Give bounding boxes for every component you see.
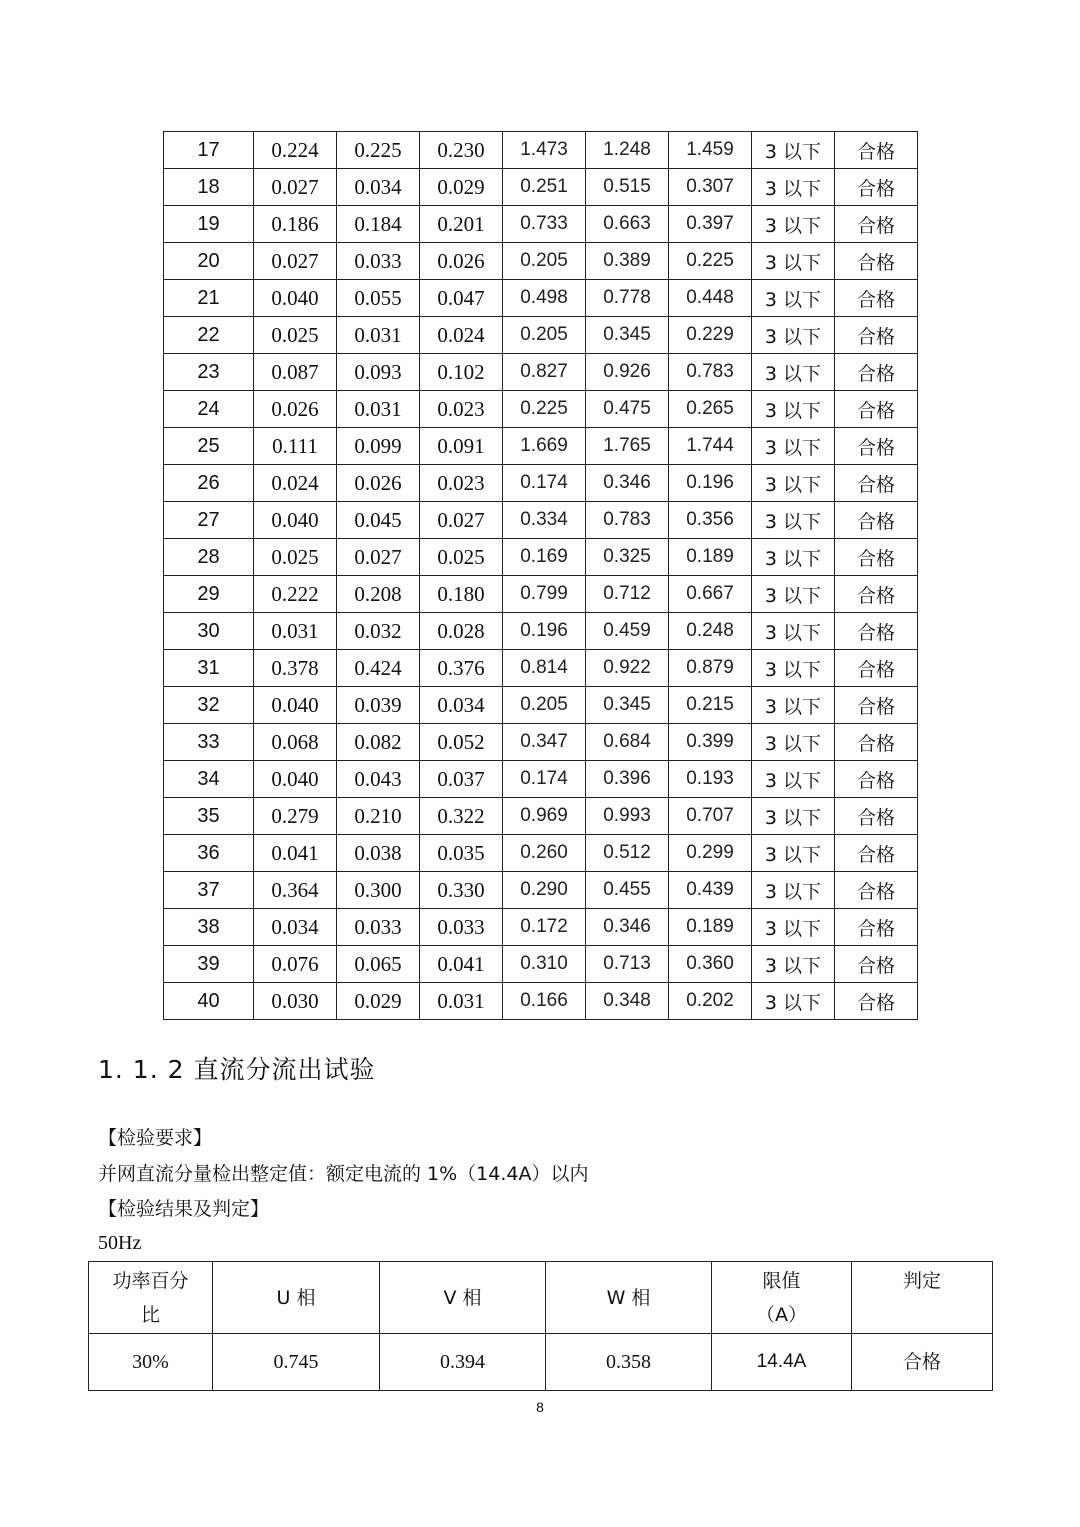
w-percent-cell: 0.265 <box>669 391 752 428</box>
v-percent-cell: 0.515 <box>586 169 669 206</box>
table-row <box>164 391 918 428</box>
v-current-cell: 0.033 <box>337 909 420 946</box>
u-current-cell: 0.025 <box>254 317 337 354</box>
judgment-cell: 合格 <box>835 798 918 835</box>
harmonic-results-table <box>163 131 918 1020</box>
limit-header <box>712 1262 852 1334</box>
u-current-cell: 0.040 <box>254 502 337 539</box>
w-current-cell: 0.330 <box>420 872 503 909</box>
v-percent-cell: 0.712 <box>586 576 669 613</box>
limit-header-line2: （A） <box>756 1303 807 1326</box>
u-percent-cell: 0.205 <box>503 687 586 724</box>
v-percent-cell: 0.684 <box>586 724 669 761</box>
limit-cell: 3 以下 <box>752 798 835 835</box>
table-row <box>164 650 918 687</box>
w-current-cell: 0.027 <box>420 502 503 539</box>
limit-cell: 3 以下 <box>752 243 835 280</box>
table-row <box>164 983 918 1020</box>
harmonic-order-cell: 33 <box>164 724 254 761</box>
v-current-cell: 0.065 <box>337 946 420 983</box>
table-row <box>164 946 918 983</box>
v-current-cell: 0.082 <box>337 724 420 761</box>
w-percent-cell: 0.229 <box>669 317 752 354</box>
w-current-cell: 0.029 <box>420 169 503 206</box>
u-current-cell: 0.364 <box>254 872 337 909</box>
judgment-cell: 合格 <box>835 132 918 169</box>
limit-cell: 3 以下 <box>752 391 835 428</box>
harmonic-order-cell: 34 <box>164 761 254 798</box>
judgment-cell: 合格 <box>835 243 918 280</box>
u-current-cell: 0.024 <box>254 465 337 502</box>
v-percent-cell: 0.346 <box>586 465 669 502</box>
w-current-cell: 0.023 <box>420 465 503 502</box>
w-current-cell: 0.035 <box>420 835 503 872</box>
u-current-cell: 0.027 <box>254 243 337 280</box>
judgment-cell: 合格 <box>835 650 918 687</box>
u-percent-cell: 0.498 <box>503 280 586 317</box>
u-percent-cell: 0.251 <box>503 169 586 206</box>
harmonic-order-cell: 24 <box>164 391 254 428</box>
harmonic-order-cell: 38 <box>164 909 254 946</box>
harmonic-order-cell: 17 <box>164 132 254 169</box>
table-row <box>164 206 918 243</box>
judgment-cell: 合格 <box>835 872 918 909</box>
w-percent-cell: 0.879 <box>669 650 752 687</box>
v-percent-cell: 0.348 <box>586 983 669 1020</box>
v-current-cell: 0.055 <box>337 280 420 317</box>
limit-cell: 3 以下 <box>752 946 835 983</box>
w-phase-header: W 相 <box>546 1262 712 1334</box>
v-percent-cell: 0.345 <box>586 317 669 354</box>
limit-cell: 3 以下 <box>752 909 835 946</box>
w-current-cell: 0.052 <box>420 724 503 761</box>
u-percent-cell: 0.260 <box>503 835 586 872</box>
judgment-cell: 合格 <box>835 280 918 317</box>
u-percent-cell: 0.225 <box>503 391 586 428</box>
judgment-cell: 合格 <box>835 909 918 946</box>
limit-cell: 3 以下 <box>752 428 835 465</box>
u-percent-cell: 0.334 <box>503 502 586 539</box>
v-current-cell: 0.026 <box>337 465 420 502</box>
u-current-cell: 0.040 <box>254 761 337 798</box>
u-current-cell: 0.030 <box>254 983 337 1020</box>
limit-cell: 3 以下 <box>752 835 835 872</box>
limit-cell: 3 以下 <box>752 169 835 206</box>
table-row <box>164 280 918 317</box>
v-percent-cell: 0.459 <box>586 613 669 650</box>
harmonic-order-cell: 26 <box>164 465 254 502</box>
w-current-cell: 0.201 <box>420 206 503 243</box>
v-current-cell: 0.029 <box>337 983 420 1020</box>
w-current-cell: 0.230 <box>420 132 503 169</box>
u-percent-cell: 0.196 <box>503 613 586 650</box>
u-percent-cell: 0.310 <box>503 946 586 983</box>
table-row <box>164 132 918 169</box>
v-percent-cell: 0.663 <box>586 206 669 243</box>
judgment-cell: 合格 <box>835 761 918 798</box>
u-percent-cell: 0.290 <box>503 872 586 909</box>
u-current-cell: 0.068 <box>254 724 337 761</box>
u-current-cell: 0.087 <box>254 354 337 391</box>
limit-cell: 3 以下 <box>752 761 835 798</box>
harmonic-order-cell: 29 <box>164 576 254 613</box>
v-percent-cell: 0.346 <box>586 909 669 946</box>
v-percent-cell: 0.455 <box>586 872 669 909</box>
harmonic-order-cell: 39 <box>164 946 254 983</box>
power-header-line1: 功率百分 <box>112 1269 189 1292</box>
w-percent-cell: 0.667 <box>669 576 752 613</box>
w-current-cell: 0.037 <box>420 761 503 798</box>
u-percent-cell: 0.814 <box>503 650 586 687</box>
w-percent-cell: 0.215 <box>669 687 752 724</box>
frequency-label: 50Hz <box>98 1232 142 1254</box>
judgment-cell: 合格 <box>852 1334 993 1391</box>
harmonic-order-cell: 19 <box>164 206 254 243</box>
w-current-cell: 0.180 <box>420 576 503 613</box>
power-percent-header <box>89 1262 213 1334</box>
v-current-cell: 0.038 <box>337 835 420 872</box>
limit-cell: 3 以下 <box>752 317 835 354</box>
limit-cell: 3 以下 <box>752 613 835 650</box>
table-row <box>164 354 918 391</box>
limit-cell: 3 以下 <box>752 465 835 502</box>
u-percent-cell: 0.174 <box>503 761 586 798</box>
result-label: 【检验结果及判定】 <box>98 1198 270 1220</box>
w-percent-cell: 0.307 <box>669 169 752 206</box>
harmonic-order-cell: 27 <box>164 502 254 539</box>
limit-cell: 3 以下 <box>752 983 835 1020</box>
v-percent-cell: 0.512 <box>586 835 669 872</box>
harmonic-order-cell: 28 <box>164 539 254 576</box>
v-current-cell: 0.031 <box>337 391 420 428</box>
v-current-cell: 0.027 <box>337 539 420 576</box>
judgment-cell: 合格 <box>835 354 918 391</box>
v-current-cell: 0.033 <box>337 243 420 280</box>
w-current-cell: 0.031 <box>420 983 503 1020</box>
w-phase-cell: 0.358 <box>546 1334 712 1391</box>
limit-cell: 3 以下 <box>752 354 835 391</box>
u-current-cell: 0.026 <box>254 391 337 428</box>
harmonic-table-body <box>164 132 918 1020</box>
u-percent-cell: 0.733 <box>503 206 586 243</box>
w-current-cell: 0.034 <box>420 687 503 724</box>
dc-component-table <box>88 1261 993 1391</box>
u-current-cell: 0.076 <box>254 946 337 983</box>
harmonic-order-cell: 18 <box>164 169 254 206</box>
w-current-cell: 0.091 <box>420 428 503 465</box>
w-current-cell: 0.047 <box>420 280 503 317</box>
judgment-cell: 合格 <box>835 391 918 428</box>
u-current-cell: 0.025 <box>254 539 337 576</box>
v-percent-cell: 0.926 <box>586 354 669 391</box>
page-number: 8 <box>536 1399 544 1415</box>
table-row <box>164 428 918 465</box>
dc-data-row <box>89 1334 993 1391</box>
w-percent-cell: 0.439 <box>669 872 752 909</box>
v-percent-cell: 0.345 <box>586 687 669 724</box>
v-percent-cell: 1.248 <box>586 132 669 169</box>
u-current-cell: 0.040 <box>254 280 337 317</box>
limit-cell: 3 以下 <box>752 650 835 687</box>
w-percent-cell: 0.448 <box>669 280 752 317</box>
limit-cell: 14.4A <box>712 1334 852 1391</box>
u-percent-cell: 0.205 <box>503 317 586 354</box>
w-current-cell: 0.041 <box>420 946 503 983</box>
v-current-cell: 0.043 <box>337 761 420 798</box>
judgment-cell: 合格 <box>835 317 918 354</box>
table-row <box>164 687 918 724</box>
v-percent-cell: 0.783 <box>586 502 669 539</box>
v-current-cell: 0.424 <box>337 650 420 687</box>
u-percent-cell: 0.169 <box>503 539 586 576</box>
power-header-line2: 比 <box>140 1303 160 1326</box>
harmonic-order-cell: 21 <box>164 280 254 317</box>
judgment-cell: 合格 <box>835 169 918 206</box>
harmonic-order-cell: 40 <box>164 983 254 1020</box>
judgment-cell: 合格 <box>835 613 918 650</box>
limit-cell: 3 以下 <box>752 872 835 909</box>
u-current-cell: 0.378 <box>254 650 337 687</box>
table-row <box>164 872 918 909</box>
v-current-cell: 0.210 <box>337 798 420 835</box>
u-current-cell: 0.027 <box>254 169 337 206</box>
w-percent-cell: 0.225 <box>669 243 752 280</box>
judgment-header: 判定 <box>852 1262 993 1334</box>
w-percent-cell: 0.202 <box>669 983 752 1020</box>
u-current-cell: 0.224 <box>254 132 337 169</box>
w-percent-cell: 0.189 <box>669 909 752 946</box>
w-current-cell: 0.024 <box>420 317 503 354</box>
harmonic-order-cell: 32 <box>164 687 254 724</box>
v-percent-cell: 0.325 <box>586 539 669 576</box>
w-current-cell: 0.033 <box>420 909 503 946</box>
v-current-cell: 0.039 <box>337 687 420 724</box>
v-percent-cell: 0.396 <box>586 761 669 798</box>
w-percent-cell: 0.707 <box>669 798 752 835</box>
w-percent-cell: 0.196 <box>669 465 752 502</box>
limit-cell: 3 以下 <box>752 539 835 576</box>
w-percent-cell: 1.744 <box>669 428 752 465</box>
v-percent-cell: 0.778 <box>586 280 669 317</box>
v-current-cell: 0.300 <box>337 872 420 909</box>
v-current-cell: 0.208 <box>337 576 420 613</box>
v-phase-cell: 0.394 <box>380 1334 546 1391</box>
w-current-cell: 0.376 <box>420 650 503 687</box>
limit-cell: 3 以下 <box>752 206 835 243</box>
table-row <box>164 317 918 354</box>
judgment-cell: 合格 <box>835 835 918 872</box>
v-percent-cell: 1.765 <box>586 428 669 465</box>
v-current-cell: 0.184 <box>337 206 420 243</box>
w-percent-cell: 0.397 <box>669 206 752 243</box>
v-current-cell: 0.099 <box>337 428 420 465</box>
table-row <box>164 502 918 539</box>
v-current-cell: 0.045 <box>337 502 420 539</box>
u-percent-cell: 0.205 <box>503 243 586 280</box>
table-row <box>164 613 918 650</box>
harmonic-order-cell: 30 <box>164 613 254 650</box>
u-current-cell: 0.186 <box>254 206 337 243</box>
harmonic-order-cell: 20 <box>164 243 254 280</box>
u-current-cell: 0.111 <box>254 428 337 465</box>
limit-header-line1: 限值 <box>762 1269 801 1292</box>
v-current-cell: 0.093 <box>337 354 420 391</box>
limit-cell: 3 以下 <box>752 687 835 724</box>
harmonic-order-cell: 25 <box>164 428 254 465</box>
w-current-cell: 0.026 <box>420 243 503 280</box>
u-percent-cell: 1.669 <box>503 428 586 465</box>
limit-cell: 3 以下 <box>752 280 835 317</box>
v-current-cell: 0.225 <box>337 132 420 169</box>
table-row <box>164 761 918 798</box>
harmonic-order-cell: 31 <box>164 650 254 687</box>
limit-cell: 3 以下 <box>752 576 835 613</box>
harmonic-order-cell: 35 <box>164 798 254 835</box>
u-percent-cell: 1.473 <box>503 132 586 169</box>
judgment-cell: 合格 <box>835 946 918 983</box>
judgment-cell: 合格 <box>835 539 918 576</box>
u-current-cell: 0.222 <box>254 576 337 613</box>
w-percent-cell: 0.360 <box>669 946 752 983</box>
u-current-cell: 0.040 <box>254 687 337 724</box>
table-row <box>164 539 918 576</box>
w-percent-cell: 0.783 <box>669 354 752 391</box>
judgment-cell: 合格 <box>835 724 918 761</box>
u-current-cell: 0.034 <box>254 909 337 946</box>
w-percent-cell: 0.356 <box>669 502 752 539</box>
dc-header-row <box>89 1262 993 1334</box>
limit-cell: 3 以下 <box>752 132 835 169</box>
table-row <box>164 169 918 206</box>
v-current-cell: 0.031 <box>337 317 420 354</box>
v-percent-cell: 0.389 <box>586 243 669 280</box>
w-current-cell: 0.102 <box>420 354 503 391</box>
judgment-cell: 合格 <box>835 502 918 539</box>
table-row <box>164 835 918 872</box>
v-percent-cell: 0.475 <box>586 391 669 428</box>
u-percent-cell: 0.827 <box>503 354 586 391</box>
w-percent-cell: 0.248 <box>669 613 752 650</box>
w-percent-cell: 1.459 <box>669 132 752 169</box>
table-row <box>164 243 918 280</box>
u-percent-cell: 0.969 <box>503 798 586 835</box>
limit-cell: 3 以下 <box>752 502 835 539</box>
judgment-cell: 合格 <box>835 576 918 613</box>
w-current-cell: 0.322 <box>420 798 503 835</box>
u-current-cell: 0.279 <box>254 798 337 835</box>
v-current-cell: 0.032 <box>337 613 420 650</box>
power-percent-cell: 30% <box>89 1334 213 1391</box>
u-percent-cell: 0.174 <box>503 465 586 502</box>
harmonic-order-cell: 22 <box>164 317 254 354</box>
judgment-cell: 合格 <box>835 465 918 502</box>
u-current-cell: 0.031 <box>254 613 337 650</box>
w-current-cell: 0.025 <box>420 539 503 576</box>
judgment-cell: 合格 <box>835 206 918 243</box>
section-heading: 1. 1. 2 直流分流出试验 <box>98 1055 376 1084</box>
table-row <box>164 724 918 761</box>
judgment-cell: 合格 <box>835 687 918 724</box>
u-percent-cell: 0.799 <box>503 576 586 613</box>
w-current-cell: 0.028 <box>420 613 503 650</box>
harmonic-order-cell: 36 <box>164 835 254 872</box>
v-current-cell: 0.034 <box>337 169 420 206</box>
w-percent-cell: 0.193 <box>669 761 752 798</box>
u-percent-cell: 0.347 <box>503 724 586 761</box>
u-current-cell: 0.041 <box>254 835 337 872</box>
requirement-label: 【检验要求】 <box>98 1127 213 1149</box>
harmonic-order-cell: 37 <box>164 872 254 909</box>
v-phase-header: V 相 <box>380 1262 546 1334</box>
table-row <box>164 465 918 502</box>
limit-cell: 3 以下 <box>752 724 835 761</box>
u-phase-cell: 0.745 <box>213 1334 380 1391</box>
harmonic-order-cell: 23 <box>164 354 254 391</box>
w-percent-cell: 0.399 <box>669 724 752 761</box>
judgment-cell: 合格 <box>835 428 918 465</box>
requirement-text: 并网直流分量检出整定值：额定电流的 1%（14.4A）以内 <box>98 1163 589 1185</box>
u-phase-header: U 相 <box>213 1262 380 1334</box>
u-percent-cell: 0.172 <box>503 909 586 946</box>
v-percent-cell: 0.993 <box>586 798 669 835</box>
w-current-cell: 0.023 <box>420 391 503 428</box>
judgment-cell: 合格 <box>835 983 918 1020</box>
u-percent-cell: 0.166 <box>503 983 586 1020</box>
table-row <box>164 909 918 946</box>
table-row <box>164 576 918 613</box>
table-row <box>164 798 918 835</box>
v-percent-cell: 0.922 <box>586 650 669 687</box>
w-percent-cell: 0.189 <box>669 539 752 576</box>
v-percent-cell: 0.713 <box>586 946 669 983</box>
w-percent-cell: 0.299 <box>669 835 752 872</box>
